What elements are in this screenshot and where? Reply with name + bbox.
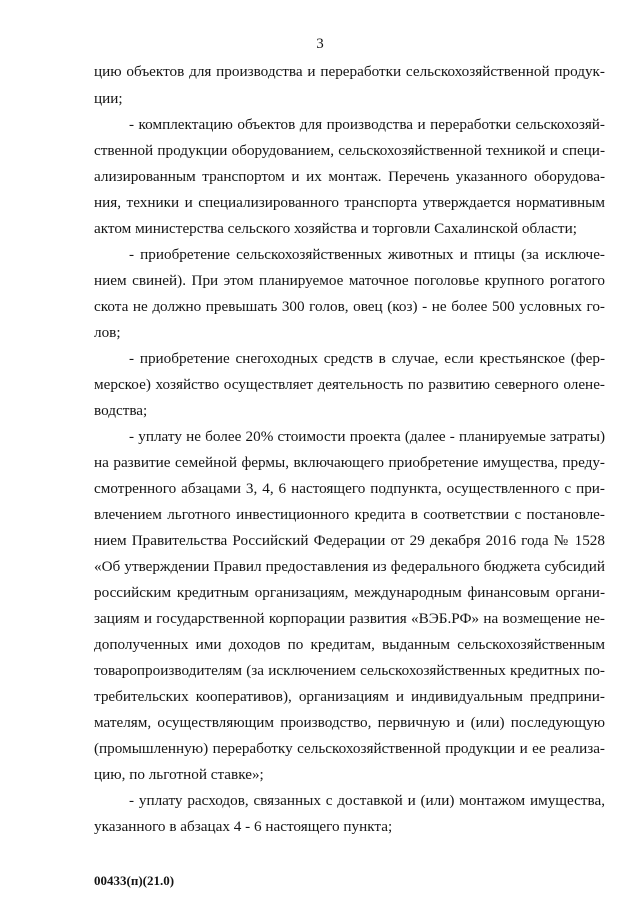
text-line: - уплату не более 20% стоимости проекта (далее - планируемые затраты) <box>129 428 605 445</box>
text-line: на развитие семейной фермы, включающего приобретение имущества, преду- <box>94 454 605 471</box>
text-line: лов; <box>94 324 121 341</box>
text-line: актом министерства сельского хозяйства и торговли Сахалинской области; <box>94 220 577 237</box>
text-line: смотренного абзацами 3, 4, 6 настоящего подпункта, осуществленного с при- <box>94 480 605 497</box>
text-line: ния, техники и специализированного транспорта утверждается нормативным <box>94 194 605 211</box>
text-line: указанного в абзацах 4 - 6 настоящего пункта; <box>94 818 393 835</box>
text-line: мателям, осуществляющим производство, первичную и (или) последующую <box>94 714 605 731</box>
text-line: - приобретение сельскохозяйственных животных и птицы (за исключе- <box>129 246 605 263</box>
text-line: скота не должно превышать 300 голов, овец (коз) - не более 500 условных го- <box>94 298 605 315</box>
text-line: дополученных ими доходов по кредитам, выданным сельскохозяйственным <box>94 636 605 653</box>
text-line: «Об утверждении Правил предоставления из федерального бюджета субсидий <box>94 558 605 575</box>
text-line: цию, по льготной ставке»; <box>94 766 264 783</box>
text-line: товаропроизводителям (за исключением сельскохозяйственных кредитных по- <box>94 662 605 679</box>
text-line: (промышленную) переработку сельскохозяйственной продукции и ее реализа- <box>94 740 605 757</box>
text-line: влечением льготного инвестиционного кредита в соответствии с постановле- <box>94 506 605 523</box>
text-line: нием Правительства Российский Федерации от 29 декабря 2016 года № 1528 <box>94 532 605 549</box>
text-line: цию объектов для производства и переработки сельскохозяйственной продук- <box>94 63 605 80</box>
text-line: ции; <box>94 90 123 107</box>
text-line: - приобретение снегоходных средств в случае, если крестьянское (фер- <box>129 350 605 367</box>
text-line: мерское) хозяйство осуществляет деятельность по развитию северного олене- <box>94 376 605 393</box>
text-line: нием свиней). При этом планируемое маточное поголовье крупного рогатого <box>94 272 605 289</box>
text-line: зациям и государственной корпорации развития «ВЭБ.РФ» на возмещение не- <box>94 610 605 627</box>
text-line: ственной продукции оборудованием, сельскохозяйственной техникой и специ- <box>94 142 605 159</box>
text-line: ализированным транспортом и их монтаж. Перечень указанного оборудова- <box>94 168 605 185</box>
footer-document-code: 00433(п)(21.0) <box>94 873 175 888</box>
text-line: российским кредитным организациям, международным финансовым органи- <box>94 584 605 601</box>
text-line: - комплектацию объектов для производства и переработки сельскохозяй- <box>129 116 605 133</box>
text-line: - уплату расходов, связанных с доставкой и (или) монтажом имущества, <box>129 792 605 809</box>
text-line: требительских кооперативов), организациям и индивидуальным предприни- <box>94 688 605 705</box>
page-number: 3 <box>316 36 324 52</box>
text-line: водства; <box>94 402 148 419</box>
